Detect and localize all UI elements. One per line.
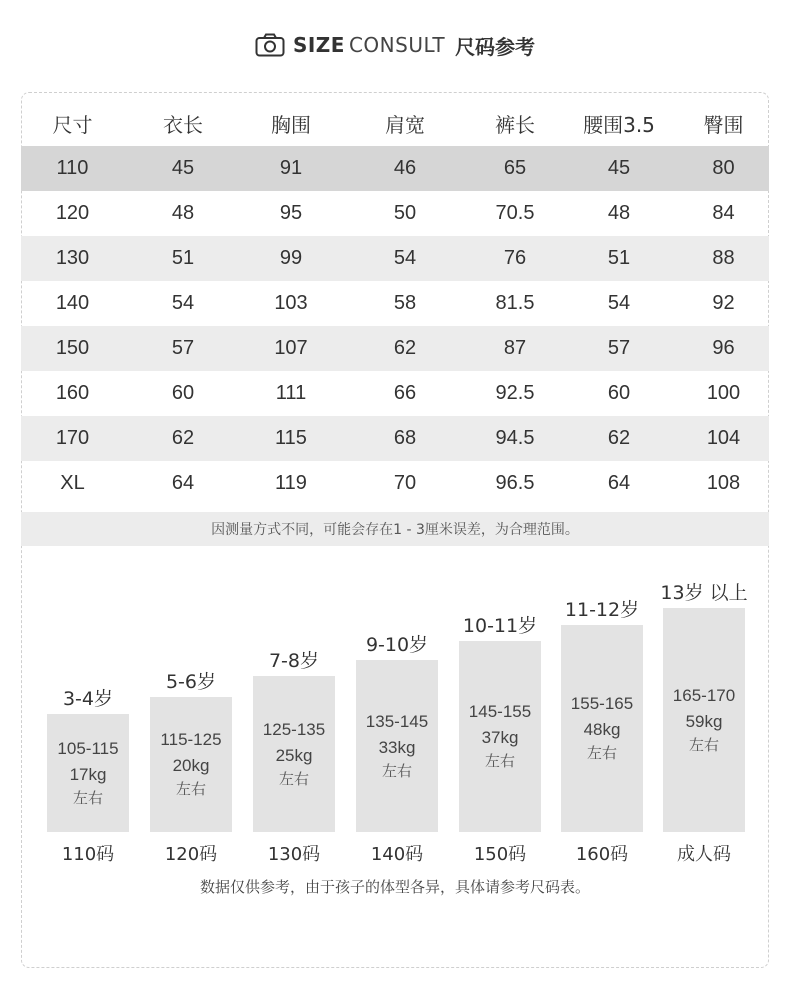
weight-value: 17kg [69,764,107,784]
table-cell: 57 [171,337,195,359]
table-cell: 65 [503,157,527,179]
table-cell: 119 [275,472,307,494]
table-cell: 96.5 [495,472,535,494]
table-cell: 84 [712,202,735,224]
weight-value: 33kg [378,737,416,757]
height-range: 105-115 [57,738,119,758]
table-cell: 92.5 [495,382,535,404]
table-cell: 70.5 [495,202,535,224]
table-cell: 104 [706,427,741,449]
table-cell: 130 [55,247,90,269]
size-bar [47,714,129,832]
table-cell: 111 [275,382,307,404]
table-row [21,461,769,506]
table-cell: 81.5 [495,292,535,314]
column-header: 裤长 [495,112,535,137]
table-cell: 48 [171,202,195,224]
age-label: 11-12岁 [564,599,640,621]
size-code-label: 120码 [164,844,218,865]
table-note: 因测量方式不同，可能会存在1 - 3厘米误差，为合理范围。 [21,512,769,546]
table-cell: 51 [607,247,631,269]
size-guide-item [459,560,541,832]
weight-value: 37kg [481,728,519,747]
table-cell: 66 [393,382,417,404]
table-row [21,326,769,371]
column-header: 衣长 [163,112,203,137]
table-cell: 46 [393,157,417,179]
size-bar [459,641,541,832]
table-cell: 60 [171,382,195,404]
table-cell: 94.5 [495,427,535,449]
size-bar [150,697,232,832]
table-cell: 54 [171,292,195,314]
column-header: 胸围 [271,112,311,137]
table-cell: 45 [171,157,195,179]
size-guide-item [561,560,643,832]
column-header: 尺寸 [52,112,93,137]
table-cell: 76 [503,247,527,269]
table-cell: 57 [607,337,631,359]
guide-note: 数据仅供参考，由于孩子的体型各异，具体请参考尺码表。 [199,878,590,896]
weight-value: 25kg [275,745,313,765]
size-code-label: 150码 [473,844,527,865]
table-cell: 103 [274,292,308,314]
size-code-label: 160码 [575,844,629,865]
table-cell: 60 [607,382,631,404]
table-cell: 95 [279,202,303,224]
size-bar [663,608,745,832]
table-cell: 80 [712,157,735,179]
height-range: 115-125 [160,730,222,749]
approx-label: 左右 [484,752,515,770]
table-cell: 62 [607,427,631,449]
table-row [21,371,769,416]
table-row [21,236,769,281]
size-guide-item [150,560,232,832]
age-label: 9-10岁 [365,634,429,656]
table-cell: 110 [56,157,89,179]
table-cell: 51 [171,247,195,269]
approx-label: 左右 [175,780,206,798]
table-cell: 62 [171,427,195,449]
header-title-cn: 尺码参考 [455,34,536,59]
table-cell: 58 [393,292,417,314]
size-bar [356,660,438,832]
table-row [21,281,769,326]
table-cell: 92 [712,292,735,314]
size-code-label: 130码 [267,844,321,865]
approx-label: 左右 [688,735,719,754]
approx-label: 左右 [278,769,309,788]
size-guide-item [47,560,129,832]
height-range: 135-145 [365,711,429,731]
table-cell: 170 [55,427,90,449]
table-row [21,191,769,236]
approx-label: 左右 [381,761,412,780]
table-cell: 115 [275,427,307,449]
height-range: 145-155 [468,702,532,721]
size-code-label: 成人码 [677,844,731,865]
table-cell: 150 [55,337,90,359]
table-cell: 108 [706,472,741,494]
height-range: 155-165 [570,694,634,713]
size-code-label: 110码 [61,844,115,865]
size-guide-item [253,560,335,832]
table-cell: 91 [279,157,303,179]
section-header [0,28,790,62]
table-cell: XL [60,472,85,494]
approx-label: 左右 [586,744,617,762]
table-cell: 70 [393,472,417,494]
age-label: 7-8岁 [268,650,320,672]
size-bar [253,676,335,832]
camera-icon [255,33,285,57]
weight-value: 20kg [172,756,210,775]
size-code-label: 140码 [370,844,424,865]
table-cell: 140 [55,292,90,314]
table-cell: 64 [607,472,631,494]
table-cell: 120 [55,202,90,224]
table-cell: 87 [503,337,527,359]
table-cell: 99 [279,247,303,269]
table-cell: 96 [712,337,735,359]
size-bar [561,625,643,832]
table-row [21,146,769,191]
table-cell: 68 [393,427,417,449]
weight-value: 59kg [685,711,723,731]
column-header: 肩宽 [385,112,425,137]
age-label: 3-4岁 [62,688,114,710]
table-cell: 100 [706,382,741,404]
header-size-label: SIZE [292,33,345,57]
table-cell: 50 [393,202,417,224]
weight-value: 48kg [583,720,621,739]
approx-label: 左右 [72,788,103,807]
table-cell: 88 [712,247,735,269]
table-cell: 62 [393,337,417,359]
table-cell: 107 [274,337,308,359]
height-range: 125-135 [262,719,326,739]
age-label: 5-6岁 [165,671,217,693]
size-guide-item [356,560,438,832]
age-label: 13岁 以上 [660,582,748,604]
size-guide-item [660,560,748,832]
height-range: 165-170 [672,685,736,705]
header-consult-label: CONSULT [348,33,446,57]
table-cell: 54 [607,292,631,314]
table-cell: 64 [171,472,195,494]
table-row [21,416,769,461]
age-label: 10-11岁 [462,615,538,637]
table-cell: 45 [607,157,631,179]
table-header-row [21,100,769,146]
size-table [21,100,769,506]
table-cell: 54 [393,247,417,269]
column-header: 腰围3.5 [583,112,655,137]
table-cell: 160 [55,382,90,404]
column-header: 臀围 [703,112,744,137]
table-cell: 48 [607,202,631,224]
